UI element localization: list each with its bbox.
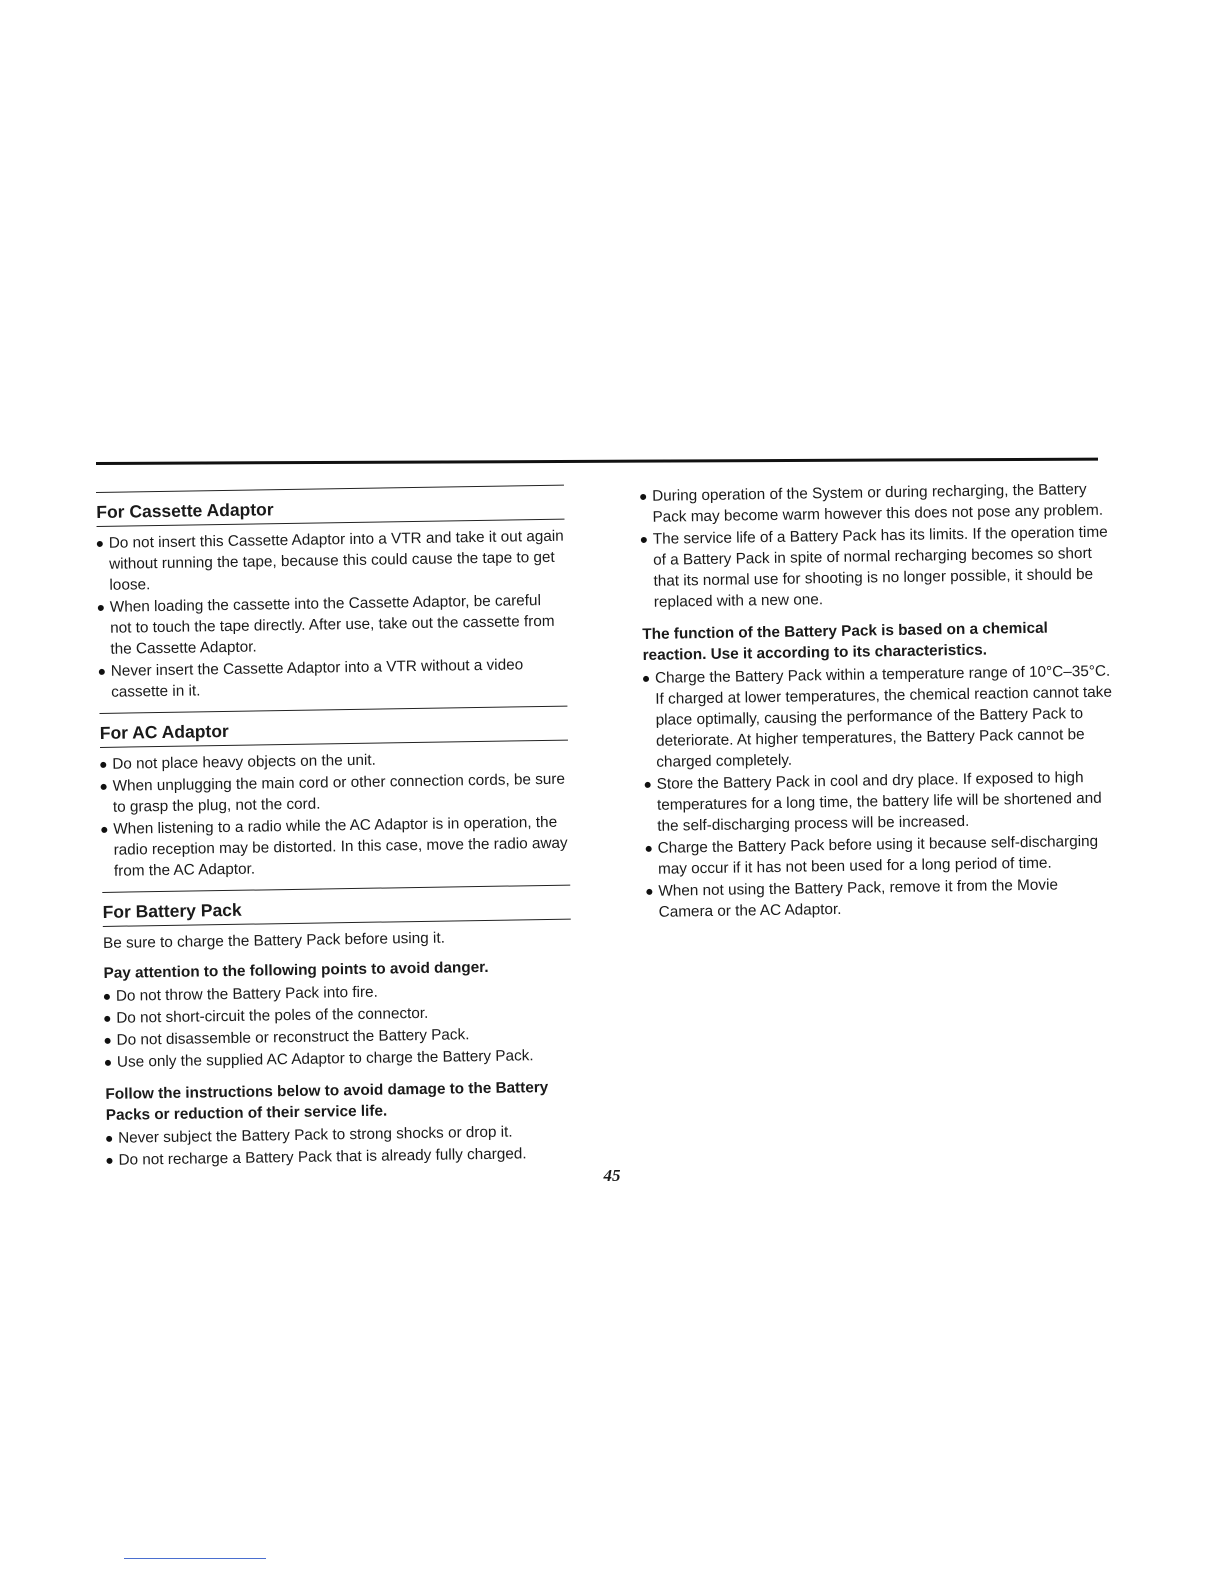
- battery-care-list: [640, 479, 1112, 613]
- ac-adaptor-list: [100, 747, 570, 882]
- list-item: Do not throw the Battery Pack into fire.: [104, 979, 572, 1007]
- list-item: Do not recharge a Battery Pack that is already fully charged.: [106, 1143, 574, 1171]
- left-column: [96, 485, 575, 1172]
- section-title-cassette-adaptor: For Cassette Adaptor: [96, 499, 274, 522]
- list-item: When loading the cassette into the Cassette Adaptor, be careful not to touch the tape directly. After use, take out the cassette from the Cassette Adaptor.: [98, 590, 567, 660]
- list-item: When unplugging the main cord or other connection cords, be sure to grasp the plug, not the cord.: [100, 769, 569, 818]
- battery-intro: Be sure to charge the Battery Pack before using it.: [102, 929, 446, 952]
- list-item: When listening to a radio while the AC Adaptor is in operation, the radio reception may be distorted. In this case, move the radio away from the AC Adaptor.: [101, 812, 570, 882]
- section-header: [96, 485, 564, 527]
- list-item: Charge the Battery Pack before using it because self-discharging may occur if it has not been used for a long period of time.: [646, 831, 1117, 880]
- cassette-adaptor-list: [97, 526, 568, 703]
- section-header: [99, 706, 567, 748]
- damage-heading: Follow the instructions below to avoid damage to the Battery Packs or reduction of their service life.: [105, 1078, 549, 1124]
- section-title-ac-adaptor: For AC Adaptor: [99, 720, 229, 743]
- section-battery-pack: [102, 885, 574, 1171]
- list-item: Never subject the Battery Pack to strong shocks or drop it.: [106, 1121, 574, 1149]
- list-item: Do not disassemble or reconstruct the Battery Pack.: [104, 1023, 572, 1051]
- danger-list: [104, 979, 573, 1073]
- list-item: Store the Battery Pack in cool and dry place. If exposed to high temperatures for a long time, the battery life will be shortened and the self-discharging process will be increased.: [645, 767, 1116, 837]
- section-title-battery-pack: For Battery Pack: [102, 899, 242, 922]
- section-header: [102, 885, 570, 927]
- list-item: Use only the supplied AC Adaptor to charge the Battery Pack.: [105, 1045, 573, 1073]
- danger-heading: Pay attention to the following points to avoid danger.: [103, 958, 489, 982]
- damage-list: [106, 1121, 575, 1171]
- list-item: When not using the Battery Pack, remove it from the Movie Camera or the AC Adaptor.: [646, 874, 1117, 923]
- top-divider-rule: [96, 458, 1098, 465]
- list-item: The service life of a Battery Pack has its limits. If the operation time of a Battery Pack in spite of normal recharging becomes so short that its normal use for shooting is no longer possible, it should be replaced with a new one.: [641, 522, 1112, 613]
- chemical-list: [643, 661, 1117, 923]
- list-item: Never insert the Cassette Adaptor into a VTR without a video cassette in it.: [99, 654, 568, 703]
- list-item: Charge the Battery Pack within a temperature range of 10°C–35°C. If charged at lower temperatures, the chemical reaction cannot take place optimally, causing the performance of the Battery Pack to deteriorate. At higher temperatures, the Battery Pack cannot be charged completely.: [643, 661, 1115, 773]
- section-cassette-adaptor: [96, 485, 567, 703]
- page-number: 45: [603, 1166, 621, 1185]
- list-item: Do not insert this Cassette Adaptor into a VTR and take it out again without running the tape, because this could cause the tape to get loose.: [97, 526, 566, 596]
- list-item: Do not place heavy objects on the unit.: [100, 747, 568, 775]
- bottom-scan-line: [124, 1558, 266, 1559]
- right-column: [640, 479, 1117, 924]
- list-item: Do not short-circuit the poles of the connector.: [104, 1001, 572, 1029]
- section-ac-adaptor: [99, 706, 570, 882]
- list-item: During operation of the System or during recharging, the Battery Pack may become warm however this does not pose any problem.: [640, 479, 1111, 528]
- chemical-heading: The function of the Battery Pack is based on a chemical reaction. Use it according to its characteristics.: [642, 619, 1048, 664]
